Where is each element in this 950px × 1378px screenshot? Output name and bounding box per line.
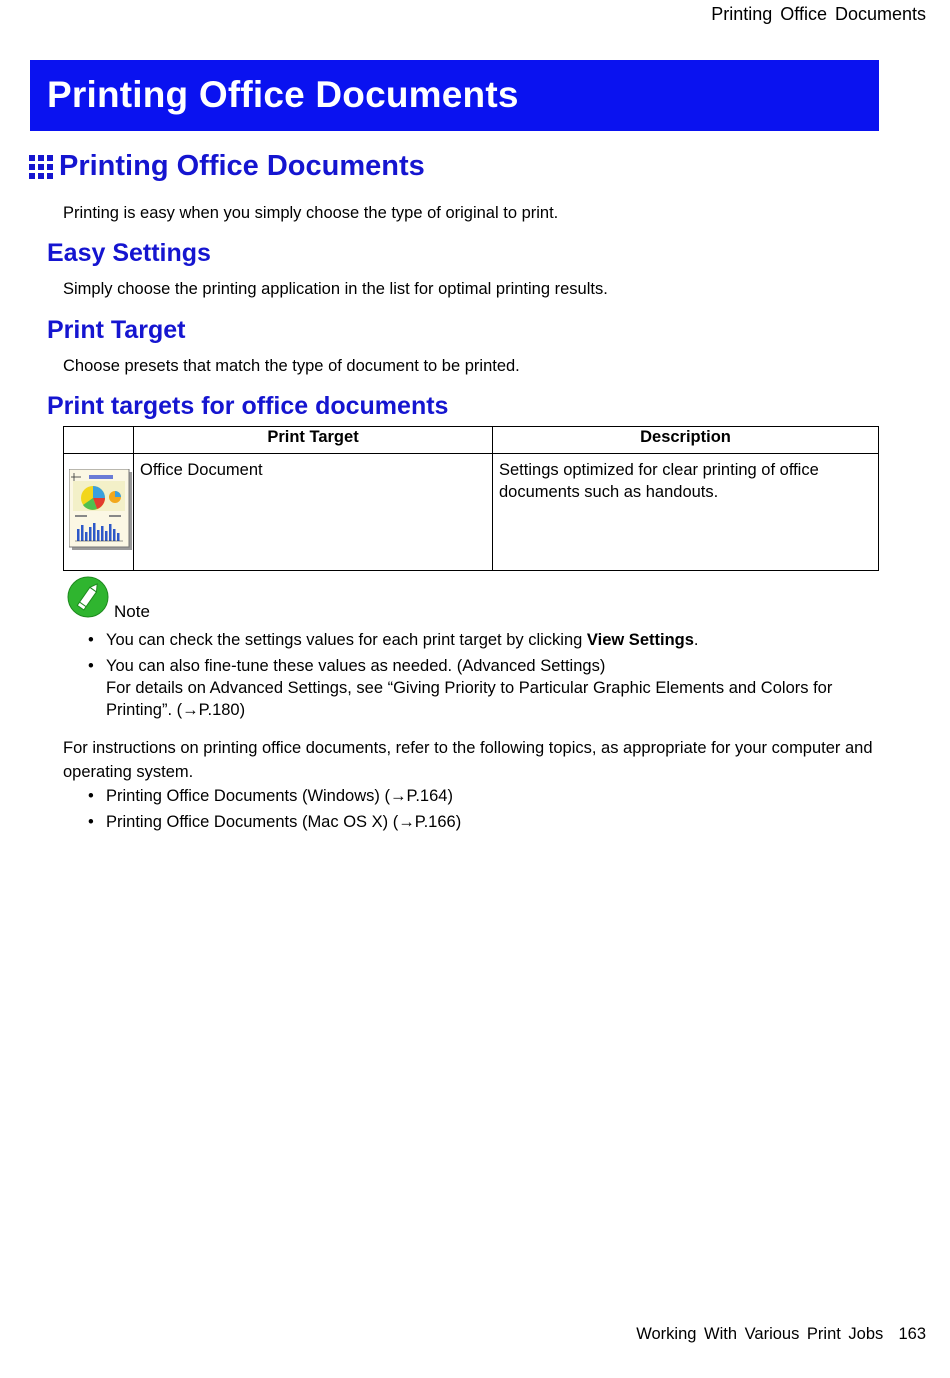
table-row xyxy=(64,454,879,571)
header-print-target: Print Target xyxy=(134,427,493,454)
section-intro: Printing is easy when you simply choose the type of original to print. xyxy=(63,204,559,222)
header-description: Description xyxy=(493,427,879,454)
grid-section-icon xyxy=(29,155,53,179)
table-header-row xyxy=(64,427,879,454)
instructions-text: For instructions on printing office documents, refer to the following topics, as appropriate for your computer and operating system. xyxy=(63,739,873,781)
list-item xyxy=(88,655,848,721)
title-banner xyxy=(30,60,879,131)
list-item xyxy=(88,629,848,651)
easy-settings-heading: Easy Settings xyxy=(47,239,211,267)
topic-link-mac[interactable]: • Printing Office Documents (Mac OS X) (→P.166) xyxy=(88,811,848,833)
print-target-text: Choose presets that match the type of document to be printed. xyxy=(63,357,520,375)
note-item1-text: You can check the settings values for each print target by clicking xyxy=(106,631,587,649)
office-document-thumbnail xyxy=(69,469,133,551)
page-footer xyxy=(636,1325,926,1344)
view-settings-term: View Settings xyxy=(586,631,694,649)
banner-title: Printing Office Documents xyxy=(47,74,519,115)
cell-print-target: Office Document xyxy=(134,454,493,571)
footer-chapter: Working With Various Print Jobs xyxy=(636,1325,884,1343)
pencil-note-icon xyxy=(67,576,109,618)
easy-settings-text: Simply choose the printing application in the list for optimal printing results. xyxy=(63,280,608,298)
print-target-heading: Print Target xyxy=(47,316,186,344)
section-title: Printing Office Documents xyxy=(59,150,425,182)
print-targets-table xyxy=(63,426,879,571)
targets-table-heading: Print targets for office documents xyxy=(47,392,449,420)
note-item2-line2: For details on Advanced Settings, see “Giving Priority to Particular Graphic Elements and Colors for Printing”. (→P.180) xyxy=(106,679,833,719)
note-list xyxy=(88,629,848,721)
header-image-cell xyxy=(64,427,134,454)
cell-description: Settings optimized for clear printing of office documents such as handouts. xyxy=(493,454,879,571)
note-label: Note xyxy=(114,602,150,621)
note-item1-suffix: . xyxy=(693,631,699,649)
note-item2-line1: • You can also fine-tune these values as needed. (Advanced Settings) xyxy=(106,657,606,675)
thumbnail-cell xyxy=(64,454,134,571)
running-header: Printing Office Documents xyxy=(711,4,926,24)
page-number: 163 xyxy=(898,1325,926,1343)
topic-link-list xyxy=(88,785,848,833)
topic-link-windows[interactable]: • Printing Office Documents (Windows) (→P.164) xyxy=(88,785,848,807)
